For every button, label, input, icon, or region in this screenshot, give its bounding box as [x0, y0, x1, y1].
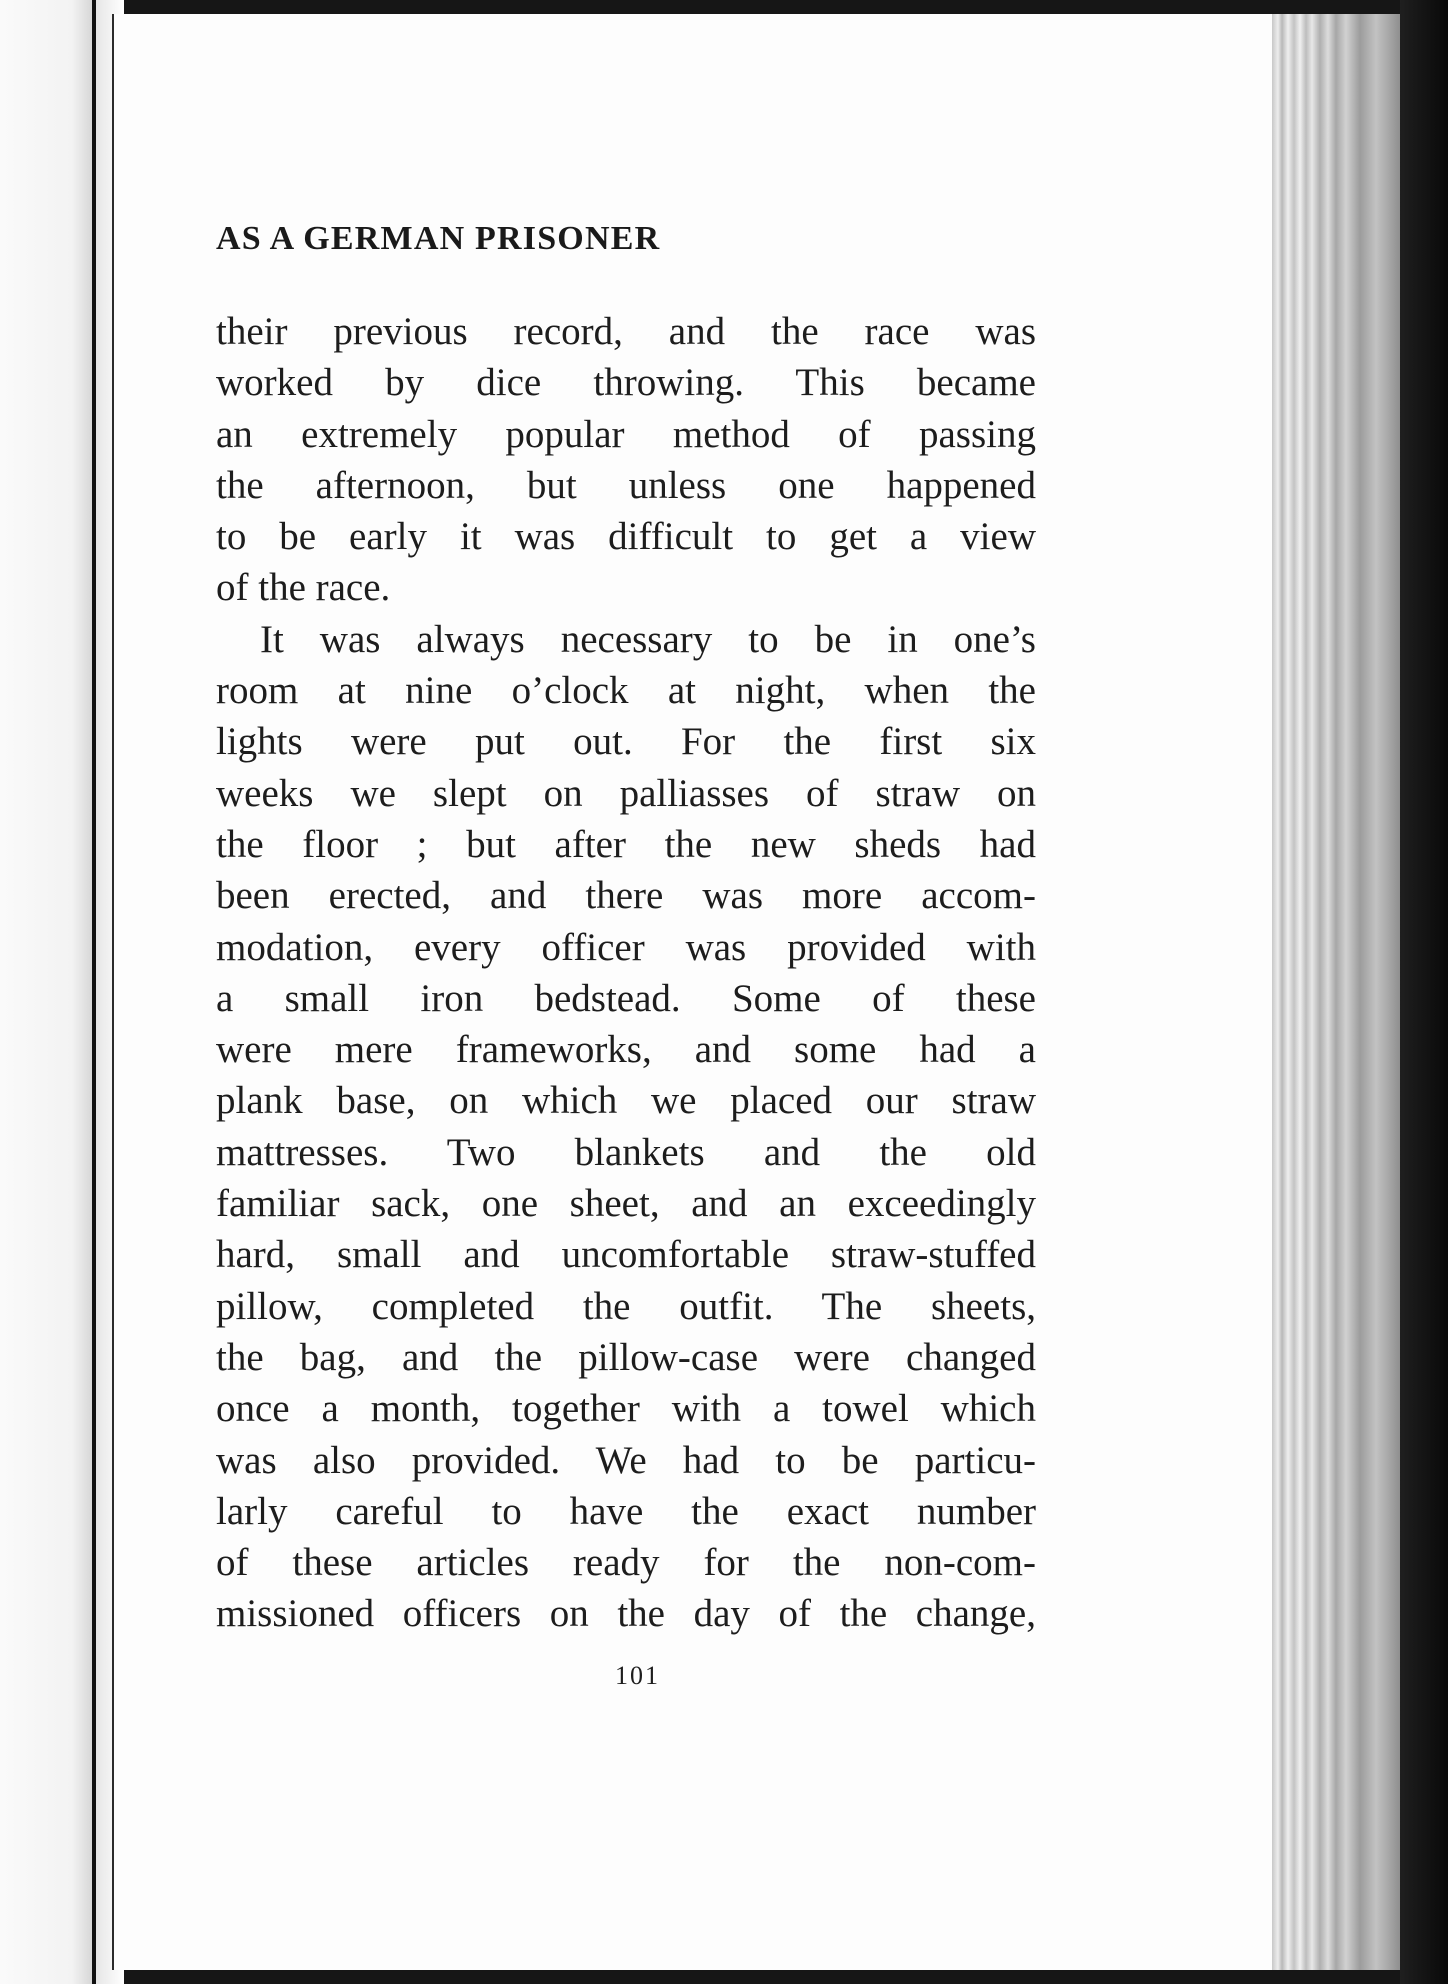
paragraph-2	[216, 614, 1036, 1640]
text-line: lights were put out. For the first six	[216, 720, 1036, 764]
text-line: of the race.	[216, 566, 391, 610]
text-line: It was always necessary to be in one’s	[260, 617, 1036, 661]
text-line: the bag, and the pillow-case were changed	[216, 1335, 1036, 1379]
page-number: 101	[615, 1661, 660, 1690]
text-line: was also provided. We had to be particu-	[216, 1438, 1036, 1482]
text-line: larly careful to have the exact number	[216, 1489, 1036, 1533]
text-line: their previous record, and the race was	[216, 310, 1036, 353]
text-line: the afternoon, but unless one happened	[216, 463, 1036, 507]
text-line: hard, small and uncomfortable straw-stuffed	[216, 1233, 1036, 1277]
text-line: a small iron bedstead. Some of these	[216, 976, 1036, 1020]
text-line: to be early it was difficult to get a view	[216, 515, 1036, 559]
page-stack-edge	[1272, 14, 1400, 1970]
text-line: weeks we slept on palliasses of straw on	[216, 771, 1036, 815]
text-line: familiar sack, one sheet, and an exceedingly	[216, 1182, 1036, 1226]
text-line: were mere frameworks, and some had a	[216, 1028, 1036, 1072]
paragraph-1	[216, 306, 1036, 614]
text-line: missioned officers on the day of the change,	[216, 1592, 1036, 1636]
running-head: AS A GERMAN PRISONER	[216, 220, 661, 257]
text-line: plank base, on which we placed our straw	[216, 1079, 1036, 1123]
text-line: pillow, completed the outfit. The sheets,	[216, 1284, 1036, 1328]
text-line: worked by dice throwing. This became	[216, 361, 1036, 405]
text-line: once a month, together with a towel which	[216, 1387, 1036, 1431]
text-line: been erected, and there was more accom-	[216, 874, 1036, 918]
left-page-edge	[0, 0, 96, 1984]
text-line: of these articles ready for the non-com-	[216, 1541, 1036, 1585]
text-line: the floor ; but after the new sheds had	[216, 822, 1036, 866]
text-line: room at nine o’clock at night, when the	[216, 669, 1036, 713]
text-line: modation, every officer was provided with	[216, 925, 1036, 969]
body-text	[216, 306, 1036, 1640]
outer-binding-edge	[1400, 0, 1448, 1984]
text-line: an extremely popular method of passing	[216, 412, 1036, 456]
text-line: mattresses. Two blankets and the old	[216, 1130, 1036, 1174]
